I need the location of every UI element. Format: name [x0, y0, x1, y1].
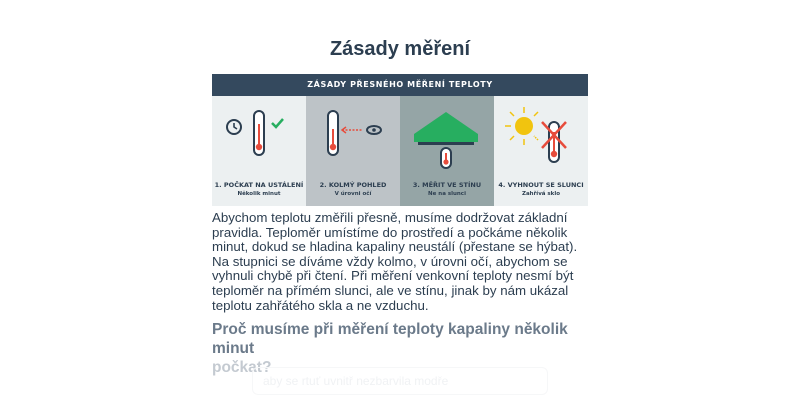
question-line: Proč musíme při měření teploty kapaliny několik minut	[212, 321, 568, 357]
page-title: Zásady měření	[329, 38, 471, 60]
panel-perpendicular	[306, 96, 400, 206]
infographic	[212, 74, 588, 206]
shade-roof-thermometer-icon	[400, 96, 494, 206]
panel-sub: Několik minut	[237, 191, 281, 197]
panel-sub: Ne na slunci	[428, 191, 466, 197]
eye-thermometer-icon	[306, 96, 400, 206]
panel-sub: Zahřívá sklo	[521, 191, 561, 197]
explanation-paragraph: Abychom teplotu změřili přesně, musíme dodržovat základní pravidla. Teploměr umístíme do prostředí a počkáme několik minut, dokud se hladina kapaliny neustálí (přestane se hýbat). Na stupnici se díváme vždy kolmo, v úrovni očí, abychom se vyhnuli chybě při čtení. Při měření venkovní teploty nesmí být teploměr na přímém slunci, ale ve stínu, jinak by nám ukázal teplotu zahřátého skla a ne vzduchu.	[212, 210, 578, 313]
panel-label: 4. VYHNOUT SE SLUNCI	[498, 181, 584, 189]
panel-label: 1. POČKAT NA USTÁLENÍ	[214, 181, 304, 189]
answer-option[interactable]: aby se rtuť uvnitř nezbarvila modře	[252, 367, 548, 395]
panel-label: 3. MĚŘIT VE STÍNU	[412, 181, 482, 189]
panel-wait	[212, 96, 306, 206]
panel-label: 2. KOLMÝ POHLED	[319, 181, 387, 189]
infographic-header: ZÁSADY PŘESNÉHO MĚŘENÍ TEPLOTY	[212, 74, 588, 96]
panel-shade	[400, 96, 494, 206]
clock-thermometer-check-icon	[212, 96, 306, 206]
sun-crossed-thermometer-icon	[494, 96, 588, 206]
panel-avoid-sun	[494, 96, 588, 206]
question-line-faded: počkat?	[212, 359, 272, 376]
panel-sub: V úrovni očí	[334, 191, 372, 197]
